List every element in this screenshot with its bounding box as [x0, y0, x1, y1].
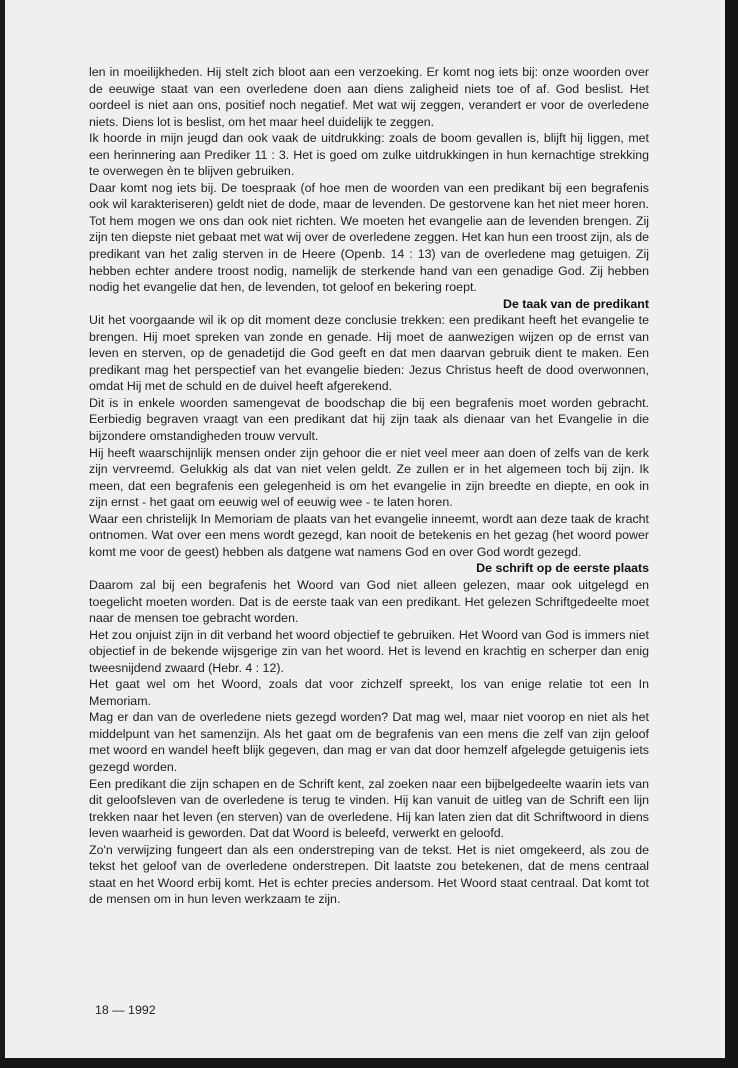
section-heading-taak: De taak van de predikant — [503, 296, 649, 311]
page-number: 18 — 1992 — [95, 1003, 156, 1017]
paragraph: Een predikant die zijn schapen en de Schrift kent, zal zoeken naar een bijbelgedeelte waarin iets van dit geloofsleven van de overledene is terug te vinden. Hij kan vanuit de uitleg van de Schrift een lijn trekken naar het leven (en sterven) van de overledene. Hij kan laten zien dat dit Schriftwoord in diens leven waarheid is geworden. Dat dat Woord is beleefd, verwerkt en geloofd. — [89, 776, 649, 841]
paragraph: Het gaat wel om het Woord, zoals dat voor zichzelf spreekt, los van enige relatie tot een In Memoriam. — [89, 677, 649, 708]
paragraph: Uit het voorgaande wil ik op dit moment deze conclusie trekken: een predikant heeft het evangelie te brengen. Hij moet spreken van zonde en genade. Hij moet de aanwezigen wijzen op de ernst van leven en sterven, op de genadetijd die God geeft en dat men daarvan gebruik dient te maken. Een predikant mag het perspectief van het evangelie bieden: Jezus Christus heeft de dood overwonnen, omdat Hij met de schuld en de duivel heeft afgerekend. — [89, 313, 649, 394]
scan-edge-bottom — [0, 1058, 738, 1068]
paragraph: Hij heeft waarschijnlijk mensen onder zijn gehoor die er niet veel meer aan doen of zelfs van de kerk zijn vervreemd. Gelukkig als dat van niet velen geldt. Ze zullen er in het algemeen toch bij zijn. Ik meen, dat een begrafenis een gelegenheid is om het evangelie in zijn breedte en diepte, en ook in zijn ernst - het gaat om eeuwig wel of eeuwig wee - te laten horen. — [89, 445, 649, 510]
section-heading-schrift: De schrift op de eerste plaats — [476, 561, 649, 576]
paragraph: Dit is in enkele woorden samengevat de boodschap die bij een begrafenis moet worden gebracht. Eerbiedig begraven vraagt van een predikant dat hij zijn taak als dienaar van het Evangelie in die bijzondere omstandigheden trouw vervult. — [89, 395, 649, 444]
paragraph: Het zou onjuist zijn in dit verband het woord objectief te gebruiken. Het Woord van God is immers niet objectief in de bekende wijsgerige zin van het woord. Het is levend en krachtig en scherper dan enig tweesnijdend zwaard (Hebr. 4 : 12). — [89, 627, 649, 675]
paragraph: Ik hoorde in mijn jeugd dan ook vaak de uitdrukking: zoals de boom gevallen is, blijft hij liggen, met een herinnering aan Prediker 11 : 3. Het is goed om zulke uitdrukkingen in hun kernachtige strekking te overwegen èn te blijven gebruiken. — [89, 131, 649, 179]
paragraph: Waar een christelijk In Memoriam de plaats van het evangelie inneemt, wordt aan deze taak de kracht ontnomen. Wat over een mens wordt gezegd, kan nooit de betekenis en het gezag (het woord power komt me voor de geest) hebben als datgene wat namens God en over God wordt gezegd. — [89, 511, 649, 559]
scan-edge-right — [725, 0, 738, 1068]
paragraph: Zo'n verwijzing fungeert dan als een onderstreping van de tekst. Het is niet omgekeerd, als zou de tekst het geloof van de overledene onderstrepen. Dit laatste zou betekenen, dat de mens centraal staat en het Woord erbij komt. Het is echter precies andersom. Het Woord staat centraal. Dat komt tot de mensen om in hun leven werkzaam te zijn. — [89, 842, 649, 907]
body-text — [89, 64, 649, 908]
paragraph: len in moeilijkheden. Hij stelt zich bloot aan een verzoeking. Er komt nog iets bij: onze woorden over de eeuwige staat van een overledene doen aan diens zaligheid niets toe of af. God beslist. Het oordeel is niet aan ons, positief noch negatief. Met wat wij zeggen, verandert er voor de overledene niets. Diens lot is beslist, om het maar heel duidelijk te zeggen. — [89, 65, 649, 129]
paragraph: Daar komt nog iets bij. De toespraak (of hoe men de woorden van een predikant bij een begrafenis ook wil karakteriseren) geldt niet de dode, maar de levenden. De gestorvene kan het niet meer horen. Tot hem mogen we ons dan ook niet richten. We moeten het evangelie aan de levenden brengen. Zij zijn ten diepste niet gebaat met wat wij over de overledene zeggen. Het kan hun een troost zijn, als de predikant van het zalig sterven in de Heere (Openb. 14 : 13) van de overledene mag getuigen. Zij hebben echter andere troost nodig, namelijk de sterkende hand van een genadige God. Zij hebben nodig het evangelie dat hen, de levenden, tot geloof en bekering roept. — [89, 180, 649, 295]
paragraph: Mag er dan van de overledene niets gezegd worden? Dat mag wel, maar niet voorop en niet als het middelpunt van het samenzijn. Als het gaat om de begrafenis van een mens die zelf van zijn geloof met woord en wandel heeft blijk gegeven, dan mag er van dat door hemzelf afgelegde getuigenis iets gezegd worden. — [89, 710, 649, 774]
paragraph: Daarom zal bij een begrafenis het Woord van God niet alleen gelezen, maar ook uitgelegd en toegelicht moeten worden. Dat is de eerste taak van een predikant. Het gelezen Schriftgedeelte moet naar de mensen toe gebracht worden. — [89, 577, 649, 626]
